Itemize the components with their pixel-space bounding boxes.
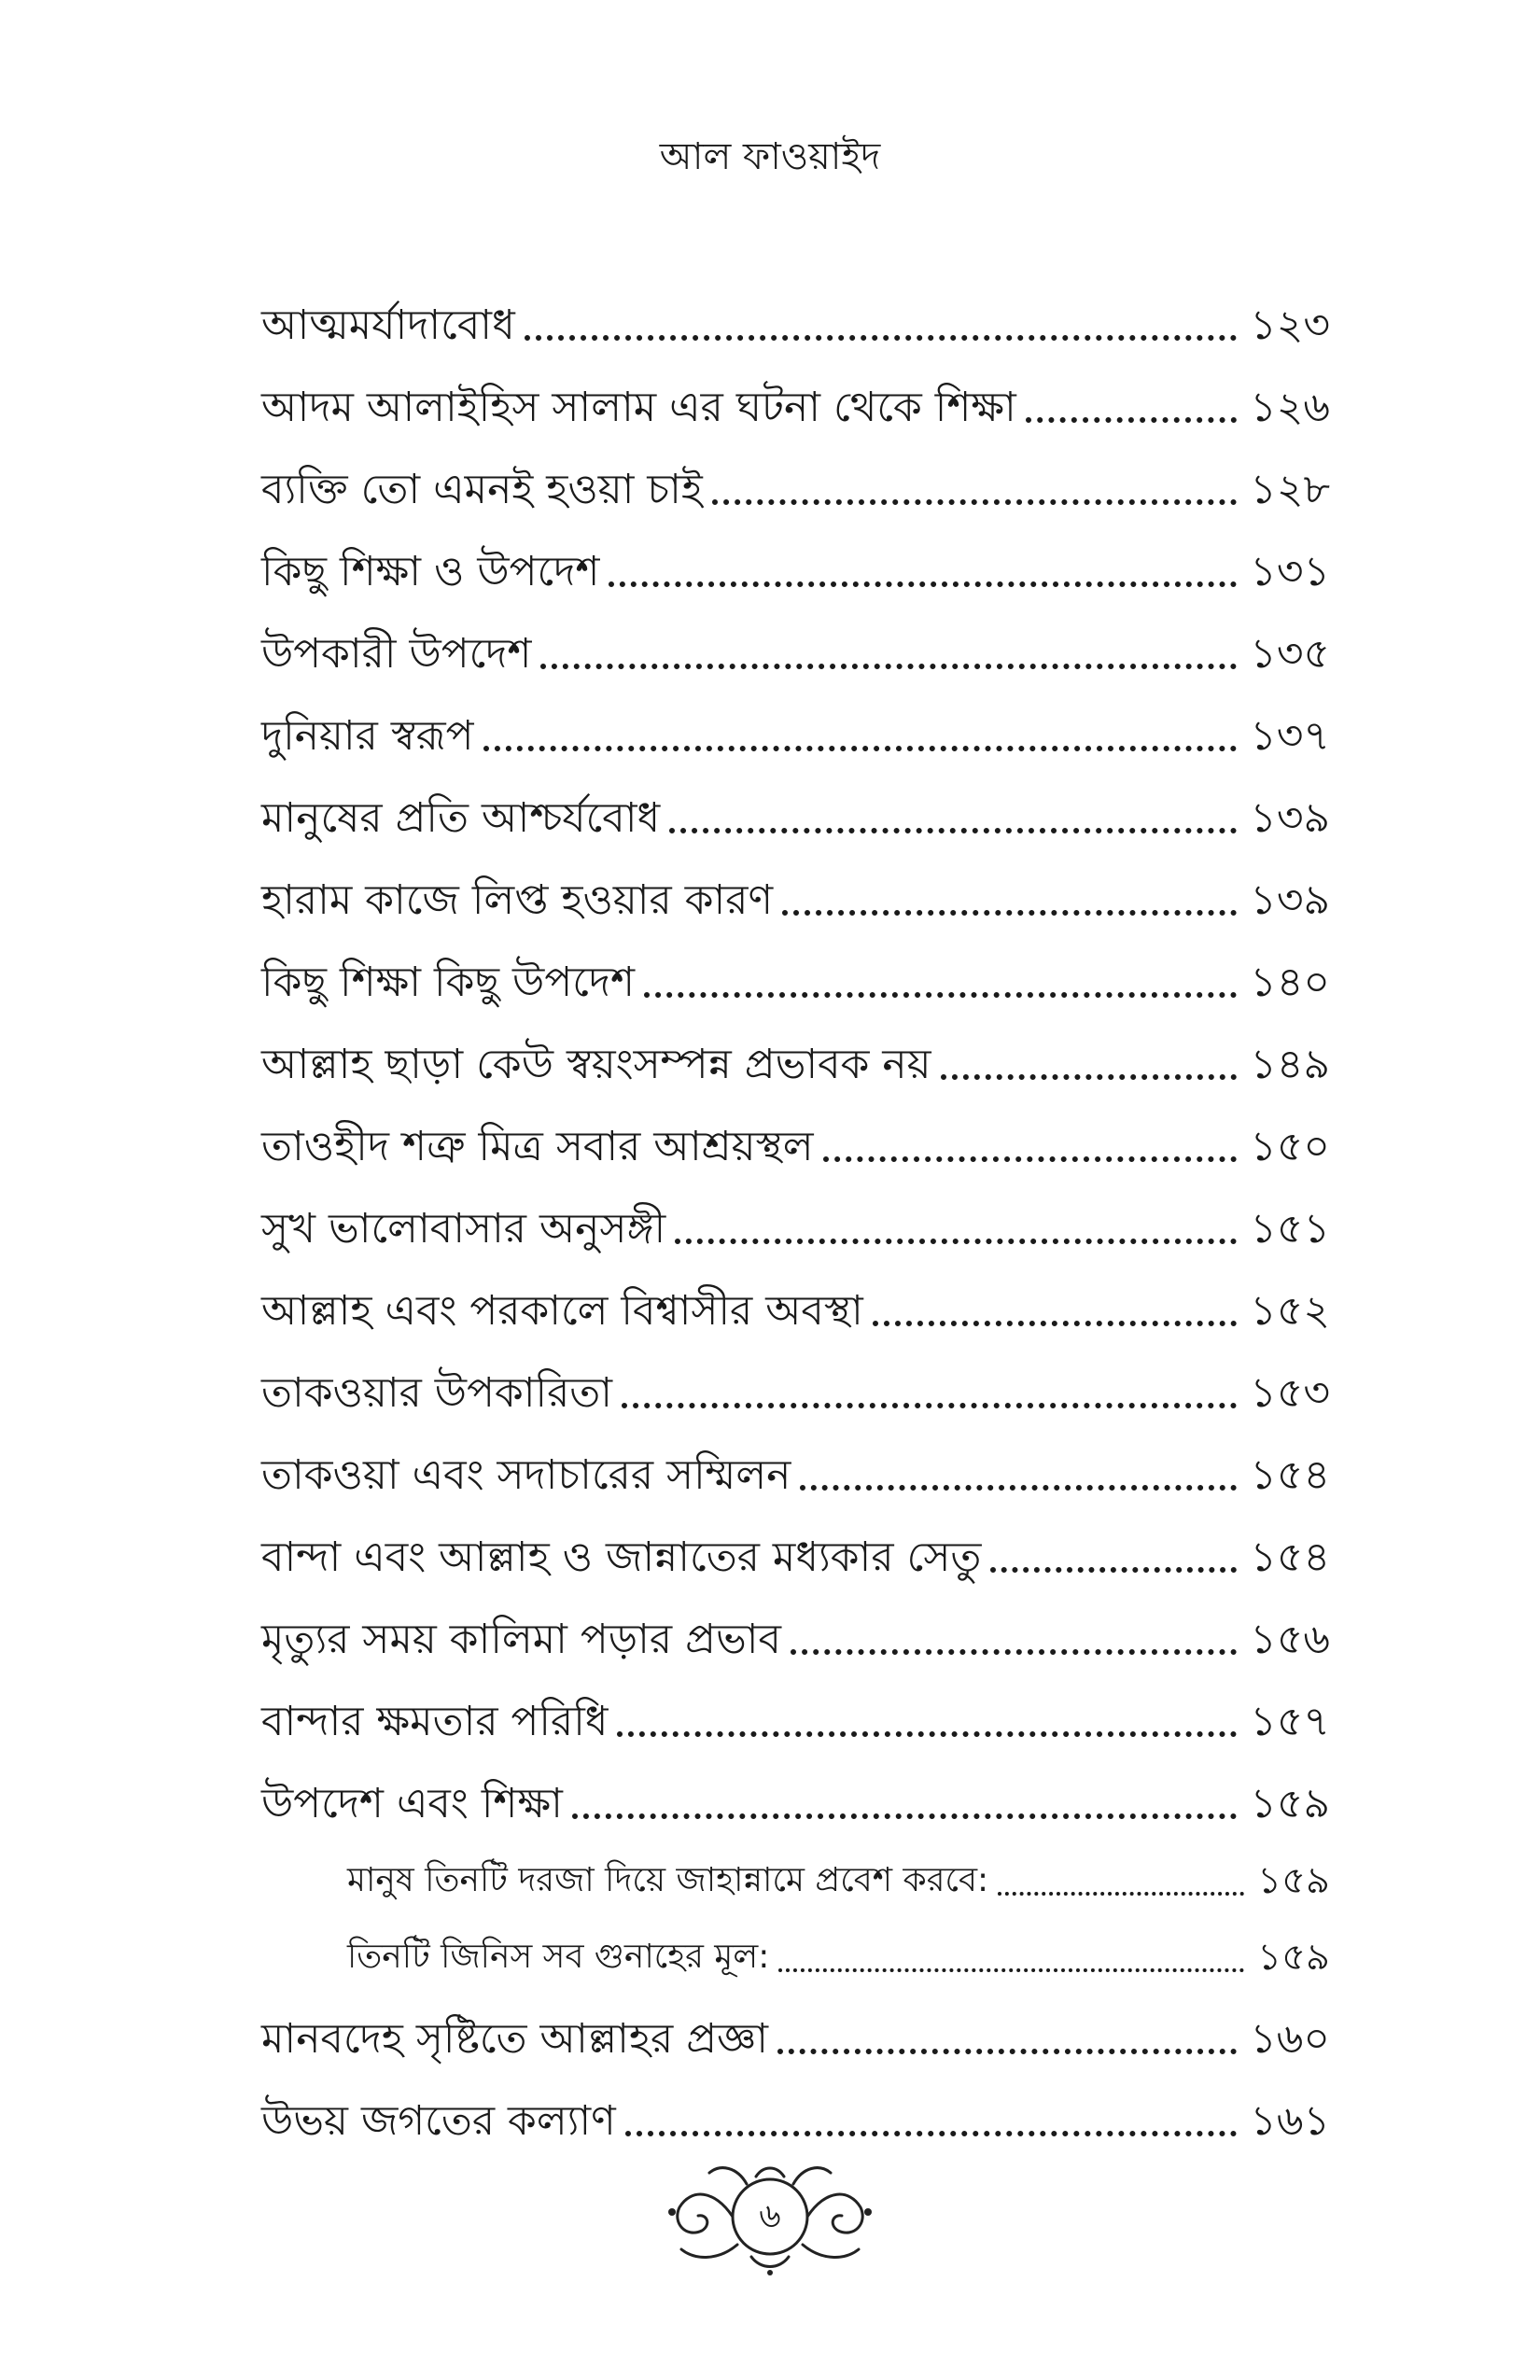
dot-leader — [669, 828, 1237, 833]
toc-entry-title: মানবদেহ সৃষ্টিতে আল্লাহর প্রজ্ঞা — [261, 2015, 768, 2063]
toc-entry-page: ১৫৭ — [1250, 1698, 1330, 1745]
toc-entry-page: ১৫২ — [1250, 1287, 1330, 1335]
toc-entry-title: মানুষের প্রতি আশ্চর্যবোধ — [261, 794, 661, 842]
toc-entry-title: আত্মমর্যাদাবোধ — [261, 301, 515, 349]
toc-entry[interactable] — [261, 850, 1330, 932]
toc-entry-page: ১৫৬ — [1250, 1616, 1330, 1663]
toc-entry-page: ১২৩ — [1250, 301, 1330, 349]
dot-leader — [625, 2131, 1238, 2136]
toc-entry[interactable] — [261, 1589, 1330, 1672]
toc-entry[interactable] — [261, 932, 1330, 1015]
toc-entry-page: ১৫৩ — [1250, 1369, 1330, 1417]
toc-entry[interactable] — [261, 1507, 1330, 1589]
dot-leader — [644, 992, 1237, 998]
toc-entry-title: বান্দা এবং আল্লাহ ও জান্নাতের মধ্যকার সেতু — [261, 1533, 982, 1581]
toc-entry-title: বান্দার ক্ষমতার পরিধি — [261, 1698, 609, 1745]
dot-leader — [622, 1403, 1237, 1408]
dot-leader — [609, 581, 1237, 587]
toc-entry-title: তাওহীদ শত্রু মিত্র সবার আশ্রয়স্থল — [261, 1123, 814, 1170]
dot-leader — [483, 746, 1238, 751]
toc-entry-title: তাকওয়ার উপকারিতা — [261, 1369, 613, 1417]
toc-entry-title: কিছু শিক্ষা ও উপদেশ — [261, 548, 600, 595]
dot-leader — [572, 1813, 1237, 1819]
toc-entry-title: মৃত্যুর সময় কালিমা পড়ার প্রভাব — [261, 1616, 781, 1663]
toc-entry-page: ১৫৯ — [1250, 1780, 1330, 1827]
toc-subentry-page: ১৫৯ — [1257, 1936, 1330, 1979]
dot-leader — [873, 1321, 1238, 1326]
toc-entry-page: ১৩৫ — [1250, 630, 1330, 678]
toc-subentry-title: মানুষ তিনটি দরজা দিয়ে জাহান্নামে প্রবেশ করবে: — [347, 1861, 989, 1899]
toc-entry-page: ১৫৪ — [1250, 1533, 1330, 1581]
toc-entry[interactable] — [261, 1261, 1330, 1343]
toc-entry[interactable] — [261, 357, 1330, 440]
toc-entry-page: ১৫৪ — [1250, 1451, 1330, 1499]
toc-entry[interactable] — [261, 275, 1330, 357]
toc-entry-page: ১২৮ — [1250, 466, 1330, 513]
toc-subentry-page: ১৫৯ — [1257, 1859, 1330, 1902]
toc-entry[interactable] — [261, 1179, 1330, 1261]
toc-entry-page: ১৬১ — [1250, 2097, 1330, 2145]
dot-leader — [525, 335, 1237, 341]
toc-entry-title: সুখ ভালোবাসার অনুসঙ্গী — [261, 1205, 666, 1253]
dot-leader — [823, 1156, 1238, 1162]
toc-entry[interactable] — [261, 440, 1330, 522]
dot-leader — [675, 1239, 1237, 1244]
table-of-contents — [261, 275, 1330, 2153]
dot-leader — [778, 1968, 1244, 1972]
toc-entry-page: ১৩৯ — [1250, 794, 1330, 842]
toc-entry-title: আল্লাহ এবং পরকালে বিশ্বাসীর অবস্থা — [261, 1287, 863, 1335]
dot-leader — [782, 910, 1237, 916]
dot-leader — [540, 664, 1237, 669]
toc-entry-page: ১২৬ — [1250, 384, 1330, 431]
dot-leader — [941, 1074, 1238, 1080]
toc-entry-page: ১৬০ — [1250, 2015, 1330, 2063]
toc-entry-page: ১৩১ — [1250, 548, 1330, 595]
toc-entry[interactable] — [261, 768, 1330, 850]
toc-entry[interactable] — [261, 522, 1330, 604]
toc-subentry[interactable] — [261, 1836, 1330, 1912]
toc-entry[interactable] — [261, 1754, 1330, 1836]
toc-entry-title: উভয় জগতের কল্যাণ — [261, 2097, 616, 2145]
toc-entry-title: হারাম কাজে লিপ্ত হওয়ার কারণ — [261, 876, 774, 924]
toc-entry-title: ব্যক্তি তো এমনই হওয়া চাই — [261, 466, 703, 513]
toc-entry[interactable] — [261, 604, 1330, 686]
toc-entry[interactable] — [261, 1672, 1330, 1754]
dot-leader — [998, 1892, 1244, 1896]
toc-entry[interactable] — [261, 1343, 1330, 1425]
toc-subentry[interactable] — [261, 1912, 1330, 1989]
toc-entry-page: ১৪৯ — [1250, 1041, 1330, 1088]
toc-entry-page: ১৩৯ — [1250, 876, 1330, 924]
dot-leader — [617, 1731, 1237, 1737]
toc-entry-page: ১৪০ — [1250, 959, 1330, 1006]
toc-entry-page: ১৫০ — [1250, 1123, 1330, 1170]
toc-entry[interactable] — [261, 1425, 1330, 1507]
dot-leader — [1026, 417, 1237, 423]
toc-entry-page: ১৩৭ — [1250, 712, 1330, 760]
toc-entry-title: দুনিয়ার স্বরূপ — [261, 712, 474, 760]
toc-entry[interactable] — [261, 2071, 1330, 2153]
toc-entry[interactable] — [261, 686, 1330, 768]
dot-leader — [712, 499, 1238, 505]
dot-leader — [800, 1485, 1237, 1491]
toc-entry-title: উপদেশ এবং শিক্ষা — [261, 1780, 563, 1827]
toc-entry-title: কিছু শিক্ষা কিছু উপদেশ — [261, 959, 636, 1006]
toc-subentry-title: তিনটি জিনিস সব গুনাহের মূল: — [347, 1938, 770, 1976]
toc-entry-title: উপকারী উপদেশ — [261, 630, 532, 678]
toc-entry-title: তাকওয়া এবং সদাচারের সম্মিলন — [261, 1451, 791, 1499]
page-number: ৬ — [759, 2197, 781, 2235]
toc-entry[interactable] — [261, 1097, 1330, 1179]
running-header: আল ফাওয়াইদ — [659, 135, 881, 178]
toc-entry-page: ১৫১ — [1250, 1205, 1330, 1253]
toc-entry[interactable] — [261, 1015, 1330, 1097]
dot-leader — [990, 1567, 1237, 1573]
toc-entry-title: আদম আলাইহিস সালাম এর ঘটনা থেকে শিক্ষা — [261, 384, 1016, 431]
toc-entry-title: আল্লাহ ছাড়া কেউ স্বয়ংসম্পন্ন প্রভাবক নয় — [261, 1041, 931, 1088]
toc-entry[interactable] — [261, 1989, 1330, 2071]
dot-leader — [791, 1649, 1237, 1655]
dot-leader — [777, 2049, 1237, 2054]
